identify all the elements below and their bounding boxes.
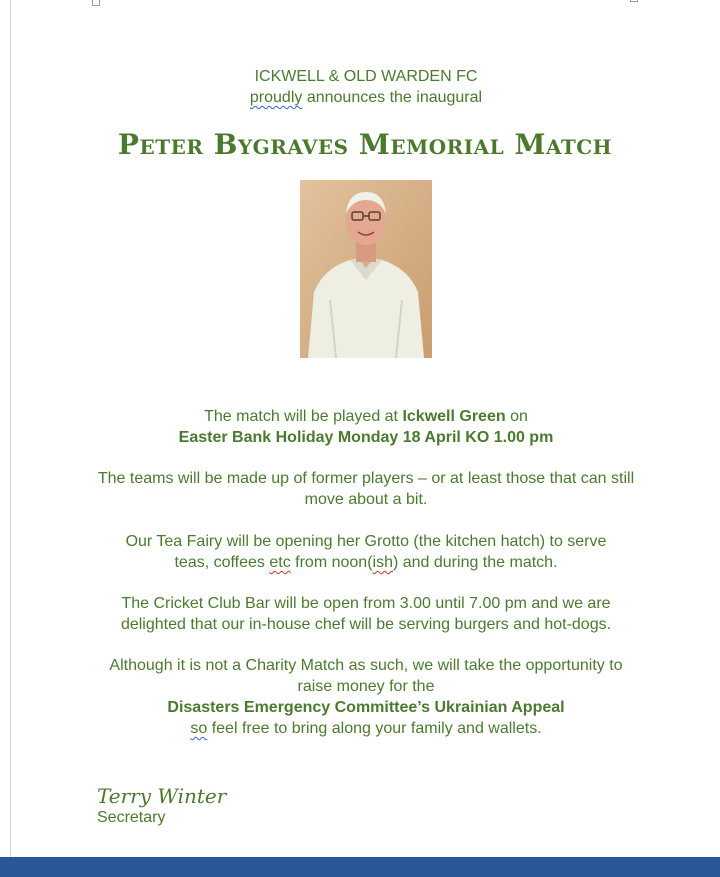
tea-part-a: teas, coffees bbox=[174, 554, 270, 571]
portrait-image bbox=[300, 180, 432, 358]
page-margin-line bbox=[10, 0, 11, 857]
teams-paragraph: The teams will be made up of former players – or at least those that can still move about a bit. bbox=[97, 470, 635, 508]
tea-line-1: Our Tea Fairy will be opening her Grotto (the kitchen hatch) to serve bbox=[125, 533, 607, 550]
venue-paragraph bbox=[90, 406, 642, 448]
venue-suffix: on bbox=[505, 408, 528, 425]
tea-etc: etc bbox=[269, 554, 291, 571]
bar-paragraph: The Cricket Club Bar will be open from 3.00 until 7.00 pm and we are delighted that our in-house chef will be serving burgers and hot-dogs. bbox=[120, 595, 612, 633]
tea-paragraph bbox=[90, 531, 642, 573]
announce-line bbox=[90, 87, 642, 108]
margin-corner-mark bbox=[630, 0, 638, 2]
charity-intro: Although it is not a Charity Match as such, we will take the opportunity to raise money for the bbox=[109, 657, 623, 695]
signature-name: Terry Winter bbox=[97, 784, 227, 808]
match-date: Easter Bank Holiday Monday 18 April KO 1.00 pm bbox=[178, 429, 554, 446]
margin-corner-mark bbox=[92, 0, 100, 6]
venue-place: Ickwell Green bbox=[402, 408, 506, 425]
charity-paragraph bbox=[90, 655, 642, 739]
status-bar bbox=[0, 857, 720, 877]
tea-part-c: ) and during the match. bbox=[392, 554, 558, 571]
club-name: ICKWELL & OLD WARDEN FC bbox=[254, 68, 478, 85]
venue-prefix: The match will be played at bbox=[204, 408, 403, 425]
signature-role: Secretary bbox=[97, 809, 166, 826]
club-header bbox=[90, 66, 642, 108]
portrait-photo bbox=[300, 180, 432, 358]
venue-line bbox=[90, 406, 642, 427]
charity-so: so bbox=[190, 720, 208, 737]
charity-closing bbox=[90, 718, 642, 739]
tea-ish: ish bbox=[372, 554, 393, 571]
page-title: Peter Bygraves Memorial Match bbox=[117, 128, 613, 161]
announce-rest: announces the inaugural bbox=[302, 89, 483, 106]
tea-line-2 bbox=[90, 552, 642, 573]
announce-word: proudly bbox=[249, 89, 303, 106]
charity-rest: feel free to bring along your family and wallets. bbox=[207, 720, 542, 737]
tea-part-b: from noon( bbox=[290, 554, 373, 571]
charity-appeal: Disasters Emergency Committee’s Ukrainian Appeal bbox=[167, 699, 565, 716]
